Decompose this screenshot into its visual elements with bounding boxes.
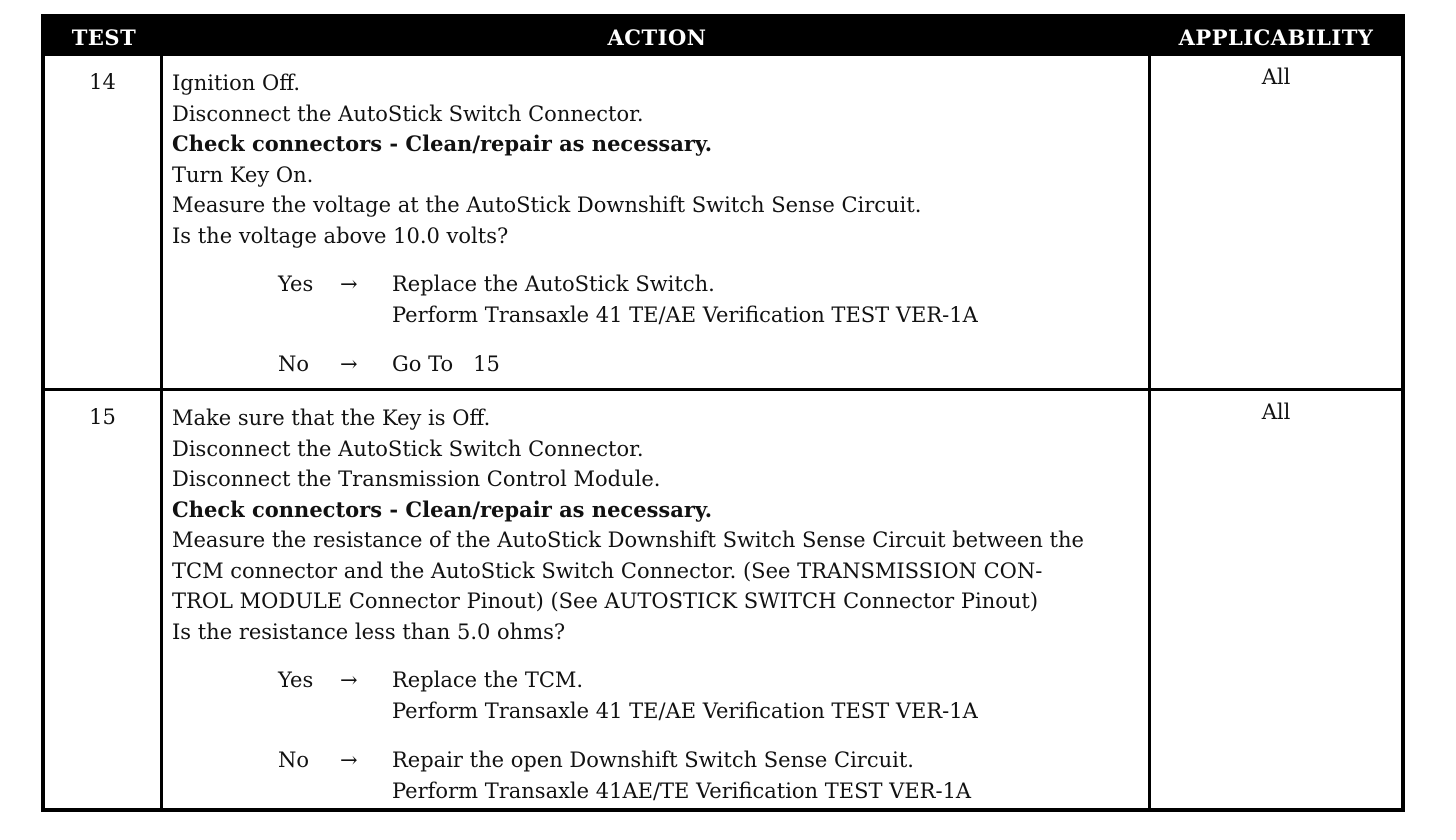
answer-line: Repair the open Downshift Switch Sense Circuit.: [392, 748, 914, 772]
answer-line: Replace the AutoStick Switch.: [392, 272, 715, 296]
answer-text: [392, 665, 978, 726]
action-step: Make sure that the Key is Off.: [172, 406, 491, 430]
answer-text: [392, 269, 978, 330]
answer-no: [278, 745, 1148, 806]
applicability-cell: All: [1261, 400, 1291, 424]
header-action: ACTION: [607, 24, 707, 50]
header-applicability: APPLICABILITY: [1178, 24, 1374, 50]
answer-line: Go To 15: [392, 352, 500, 376]
right-arrow-icon: →: [340, 272, 358, 296]
answer-no: [278, 349, 1148, 380]
test-number: 14: [45, 56, 163, 388]
action-step: Measure the resistance of the AutoStick Downshift Switch Sense Circuit between the: [172, 528, 1084, 552]
action-step: Measure the voltage at the AutoStick Downshift Switch Sense Circuit.: [172, 193, 922, 217]
action-step: Disconnect the Transmission Control Module.: [172, 467, 661, 491]
answer-line: Perform Transaxle 41AE/TE Verification TEST VER-1A: [392, 778, 972, 803]
action-question: Is the resistance less than 5.0 ohms?: [172, 619, 566, 644]
answer-label: No: [278, 748, 310, 772]
diagnostic-test-table: [41, 14, 1405, 812]
action-cell: [163, 391, 1151, 808]
right-arrow-icon: →: [340, 668, 358, 692]
action-step: Turn Key On.: [172, 162, 314, 187]
action-step-emphasis: Check connectors - Clean/repair as necessary.: [172, 496, 713, 522]
answer-yes: [278, 269, 1148, 330]
answer-line: Perform Transaxle 41 TE/AE Verification TEST VER-1A: [392, 302, 978, 327]
answer-text: [392, 745, 971, 806]
answer-label: Yes: [278, 668, 314, 692]
table-row: [45, 56, 1401, 388]
answer-text: [392, 349, 500, 380]
header-test: TEST: [71, 24, 137, 50]
answer-yes: [278, 665, 1148, 726]
answer-label: Yes: [278, 272, 314, 296]
action-question: Is the voltage above 10.0 volts?: [172, 223, 509, 248]
test-number: 15: [45, 391, 163, 808]
action-step: Disconnect the AutoStick Switch Connector.: [172, 436, 644, 461]
action-step-emphasis: Check connectors - Clean/repair as necessary.: [172, 131, 713, 156]
answer-label: No: [278, 352, 310, 376]
action-step: TCM connector and the AutoStick Switch Connector. (See TRANSMISSION CON-: [172, 558, 1043, 583]
answer-line: Perform Transaxle 41 TE/AE Verification TEST VER-1A: [392, 698, 978, 723]
action-step: Ignition Off.: [172, 71, 301, 95]
action-step: TROL MODULE Connector Pinout) (See AUTOSTICK SWITCH Connector Pinout): [172, 589, 1039, 613]
action-cell: [163, 56, 1151, 388]
table-row: [45, 388, 1401, 808]
table-header: [45, 18, 1401, 56]
right-arrow-icon: →: [340, 748, 358, 772]
action-step: Disconnect the AutoStick Switch Connector.: [172, 101, 644, 126]
right-arrow-icon: →: [340, 352, 358, 376]
applicability-cell: All: [1261, 65, 1291, 89]
answer-line: Replace the TCM.: [392, 668, 584, 692]
